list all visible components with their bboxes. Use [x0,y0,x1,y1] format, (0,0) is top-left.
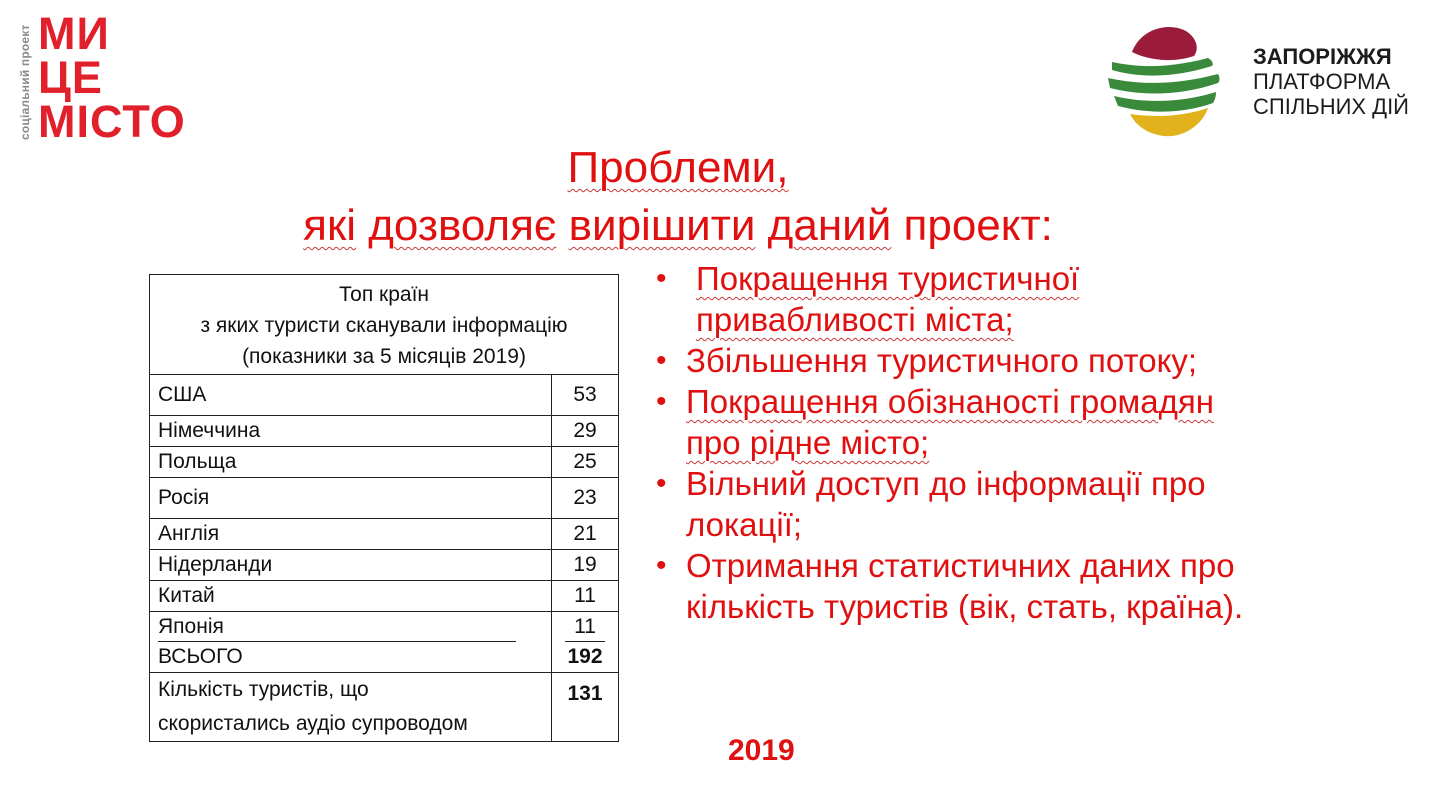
list-item [656,381,1356,463]
list-item [656,463,1356,545]
country-cell: Китай [150,581,552,612]
table-row [150,519,619,550]
platform-name-line-2: ПЛАТФОРМА [1253,69,1391,94]
problems-list [656,258,1356,627]
table-row [150,447,619,478]
country-cell: Англія [150,519,552,550]
list-item-line-2: кількість туристів (вік, стать, країна). [686,588,1244,625]
list-item [656,340,1356,381]
bullet-icon: • [656,385,667,418]
table-audio-row [150,673,619,742]
country-cell: Німеччина [150,416,552,447]
table-header-line-3: (показники за 5 місяців 2019) [242,345,526,368]
audio-label-line-1: Кількість туристів, що [158,678,369,701]
country-cell: США [150,375,552,416]
top-countries-table [149,274,619,742]
list-item-line-2: привабливості міста; [696,301,1014,338]
audio-value: 131 [552,673,619,742]
table-row [150,581,619,612]
platform-logo-icon [1104,22,1224,140]
list-item-line-2: про рідне місто; [686,424,930,461]
list-item-line-1: Покращення обізнаності громадян [686,383,1214,420]
value-cell [552,612,619,643]
table-header-line-2: з яких туристи сканували інформацію [200,314,568,337]
value-cell: 21 [552,519,619,550]
table-row [150,612,619,643]
total-value: 192 [552,642,619,673]
list-item [656,545,1356,627]
table-row [150,478,619,519]
list-item [656,258,1356,340]
table-row [150,375,619,416]
audio-label-line-2: скористались аудіо супроводом [158,712,468,735]
title-word-5: проект: [903,201,1053,250]
title-word-2: дозволяє [368,201,557,250]
value-cell: 25 [552,447,619,478]
logo-line-3: МІСТО [38,96,186,147]
country-cell: Польща [150,447,552,478]
table-header-line-1: Топ країн [338,283,430,306]
table-row [150,550,619,581]
bullet-icon: • [656,262,667,295]
title-word-1: які [303,201,356,250]
table-row [150,416,619,447]
total-label: ВСЬОГО [150,642,552,673]
table-header [150,275,619,375]
bullet-icon: • [656,344,667,377]
title-line-2 [0,194,1356,258]
value-cell-text: 11 [565,613,605,642]
title-line-1: Проблеми, [567,143,789,192]
list-item-line-1: Отримання статистичних даних про [686,547,1235,584]
country-cell [150,612,552,643]
value-cell: 23 [552,478,619,519]
bullet-icon: • [656,467,667,500]
platform-name-line-1: ЗАПОРІЖЖЯ [1253,44,1392,69]
country-cell-text: Японія [158,613,516,642]
title-word-4: даний [767,201,892,250]
country-cell: Нідерланди [150,550,552,581]
platform-name-line-3: СПІЛЬНИХ ДІЙ [1253,94,1409,119]
list-item-line-1: Покращення туристичної [696,260,1080,297]
logo-vertical-caption: соціальний проект [18,24,32,140]
value-cell: 29 [552,416,619,447]
list-item-line-1: Збільшення туристичного потоку; [686,342,1198,379]
value-cell: 19 [552,550,619,581]
year-label: 2019 [728,734,795,767]
logo-line-1: МИ [38,8,110,59]
value-cell: 53 [552,375,619,416]
audio-label [150,673,552,742]
title-word-3: вирішити [568,201,756,250]
list-item-line-1: Вільний доступ до інформації про [686,465,1206,502]
country-cell: Росія [150,478,552,519]
table-total-row [150,642,619,673]
bullet-icon: • [656,549,667,582]
logo-line-2: ЦЕ [38,52,103,103]
platform-logo-text [1253,44,1409,119]
value-cell: 11 [552,581,619,612]
list-item-line-2: локації; [686,506,803,543]
